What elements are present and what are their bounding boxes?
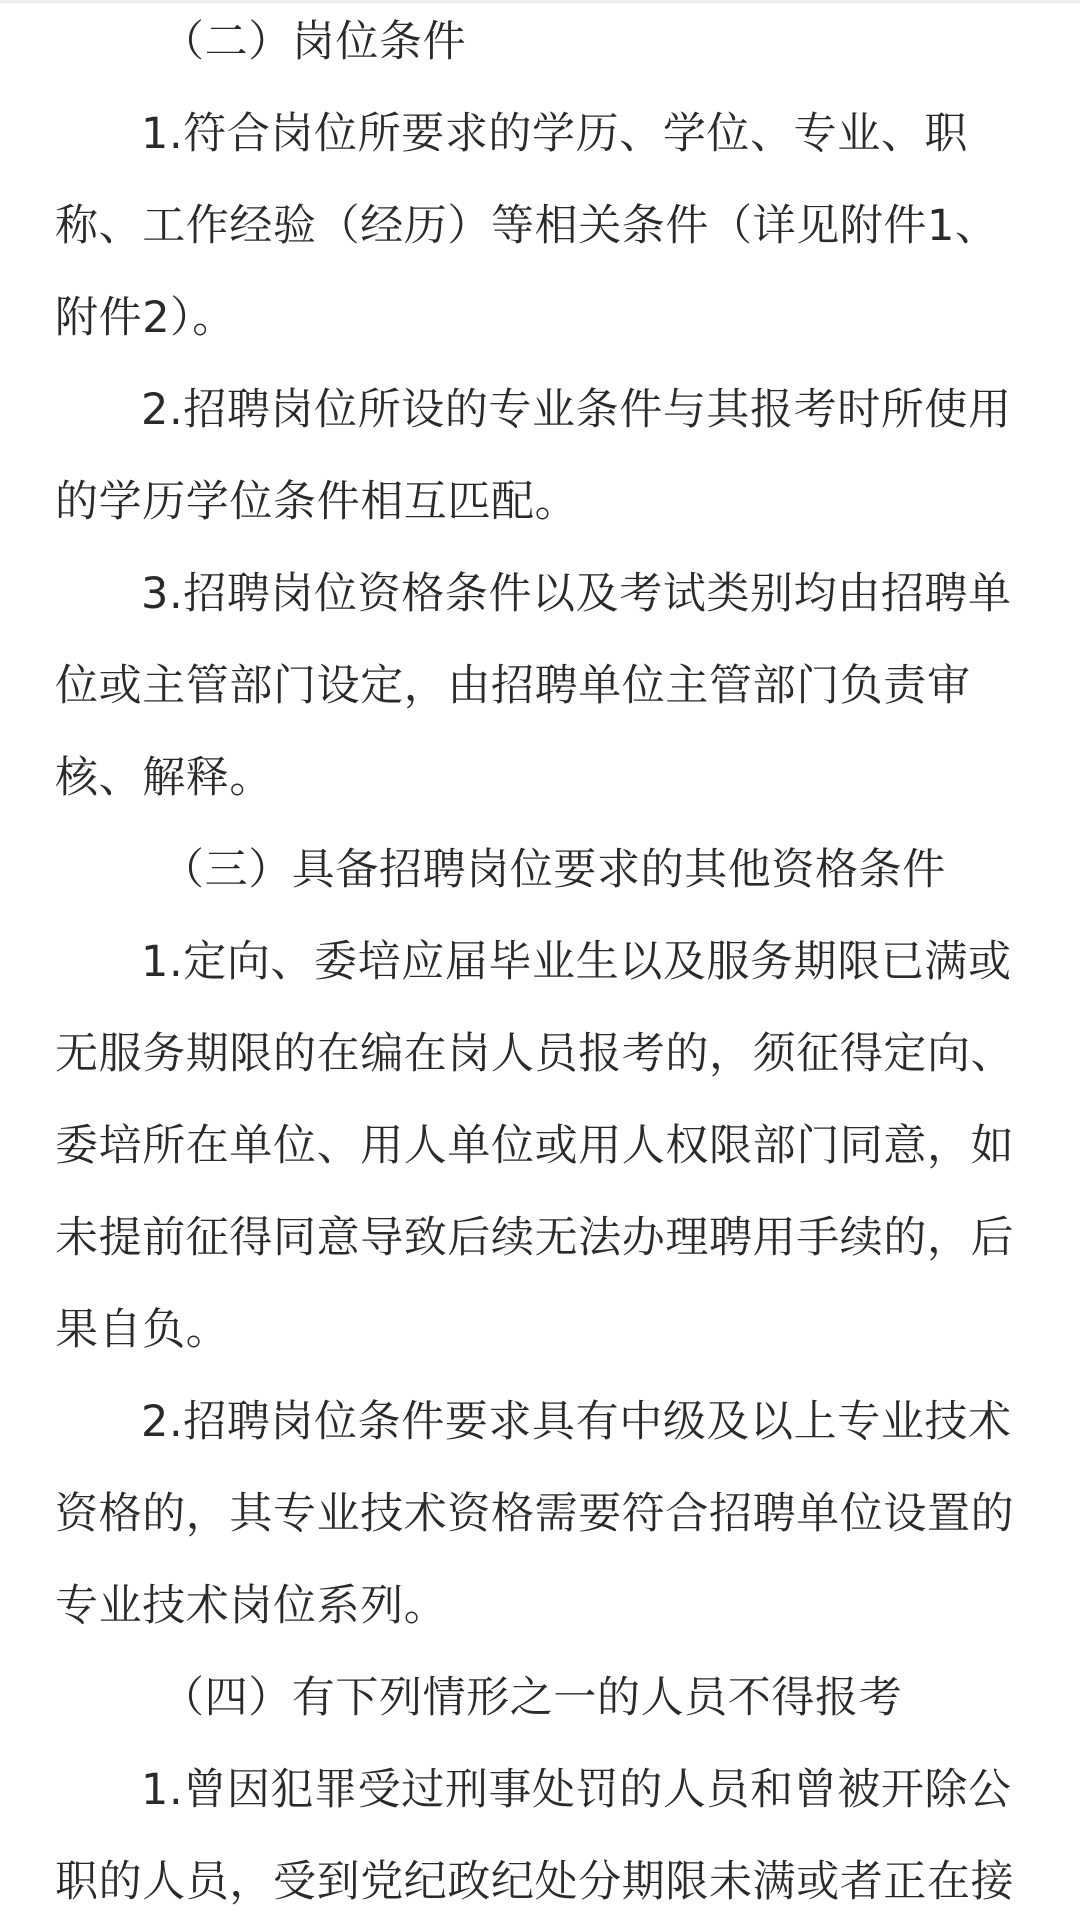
paragraph: 1.曾因犯罪受过刑事处罚的人员和曾被开除公职的人员，受到党纪政纪处分期限未满或者正在接 [55, 1765, 1015, 1907]
section-heading-disqualifications: （四）有下列情形之一的人员不得报考 [161, 1673, 903, 1723]
paragraph: 3.招聘岗位资格条件以及考试类别均由招聘单位或主管部门设定，由招聘单位主管部门负责审核、解释。 [55, 569, 1012, 803]
article-body [55, 0, 1015, 1928]
paragraph: 1.符合岗位所要求的学历、学位、专业、职称、工作经验（经历）等相关条件（详见附件1、附件2）。 [55, 109, 999, 343]
paragraph: 2.招聘岗位所设的专业条件与其报考时所使用的学历学位条件相互匹配。 [55, 385, 1012, 527]
paragraph: 2.招聘岗位条件要求具有中级及以上专业技术资格的，其专业技术资格需要符合招聘单位设置的专业技术岗位系列。 [55, 1397, 1015, 1631]
section-heading-other-qualifications: （三）具备招聘岗位要求的其他资格条件 [161, 845, 946, 895]
paragraph: 1.定向、委培应届毕业生以及服务期限已满或无服务期限的在编在岗人员报考的，须征得定向、委培所在单位、用人单位或用人权限部门同意，如未提前征得同意导致后续无法办理聘用手续的，后果自负。 [55, 937, 1015, 1355]
section-heading-job-conditions: （二）岗位条件 [161, 17, 467, 67]
